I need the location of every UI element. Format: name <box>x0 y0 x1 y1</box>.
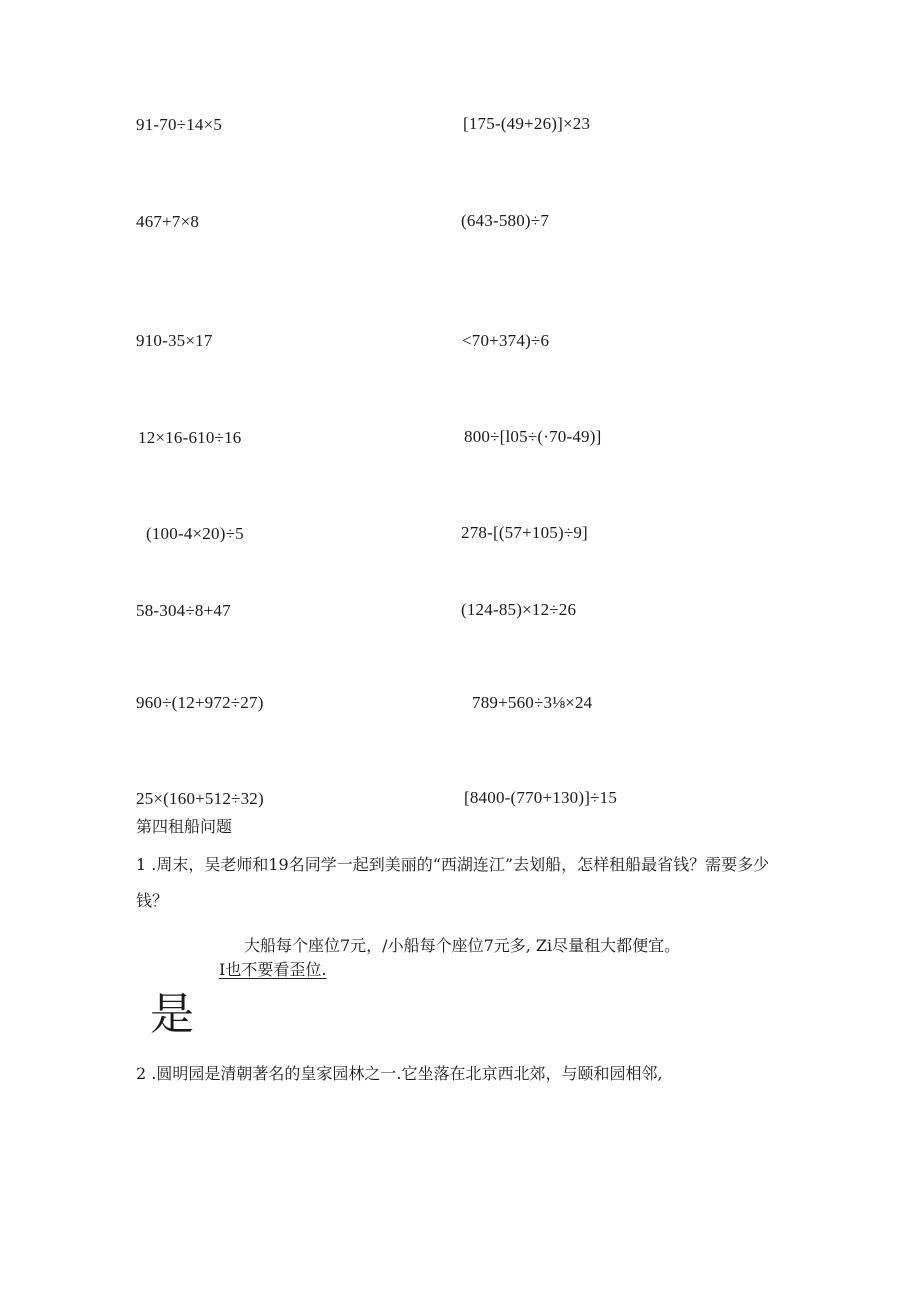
expression-left-5: (100-4×20)÷5 <box>146 524 244 543</box>
expression-right-5: 278-[(57+105)÷9] <box>461 523 588 542</box>
expression-right-6: (124-85)×12÷26 <box>461 600 577 619</box>
expression-left-3: 910-35×17 <box>136 331 213 350</box>
expression-right-7: 789+560÷3⅛×24 <box>472 693 593 712</box>
problem-1-line-1: 1 .周末，吴老师和19名同学一起到美丽的“西湖连江”去划船，怎样租船最省钱？需要多少 <box>136 855 770 874</box>
problem-1-hint-line-2: I也不要看歪位. <box>219 960 327 979</box>
expression-left-6: 58-304÷8+47 <box>136 601 231 620</box>
expression-left-8: 25×(160+512÷32) <box>136 789 264 808</box>
section-title: 第四租船问题 <box>136 817 233 836</box>
problem-2-text: 2 .圆明园是清朝著名的皇家园林之一.它坐落在北京西北郊，与颐和园相邻, <box>136 1064 663 1083</box>
handwritten-character: 是 <box>150 989 194 1040</box>
expression-right-2: (643-580)÷7 <box>461 211 550 230</box>
problem-1-line-2: 钱？ <box>136 891 169 910</box>
expression-right-8: [8400-(770+130)]÷15 <box>464 788 618 807</box>
expression-right-4: 800÷[l05÷(·70-49)] <box>464 427 602 446</box>
expression-left-7: 960÷(12+972÷27) <box>136 693 264 712</box>
expression-left-1: 91-70÷14×5 <box>136 115 223 134</box>
expression-right-1: [175-(49+26)]×23 <box>463 114 591 133</box>
expression-left-4: 12×16-610÷16 <box>138 428 242 447</box>
expression-right-3: <70+374)÷6 <box>462 331 550 350</box>
expression-left-2: 467+7×8 <box>136 212 200 231</box>
problem-1-hint-line-1: 大船每个座位7元，/小船每个座位7元多, Zi尽量租大都便宜。 <box>244 936 681 955</box>
